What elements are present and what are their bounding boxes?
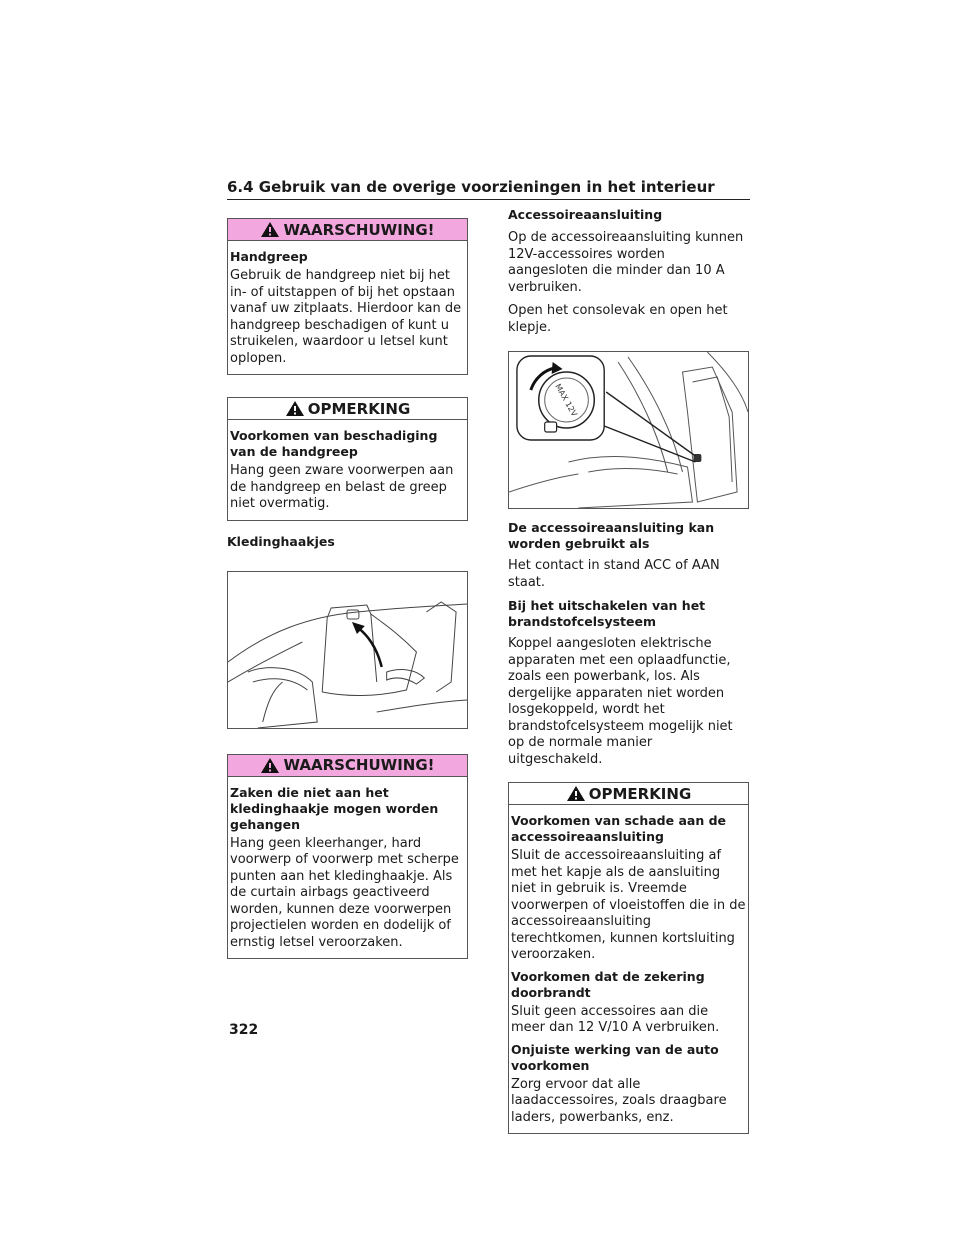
warning-subtitle: Zaken die niet aan het kledinghaakje mogen worden gehangen bbox=[230, 784, 439, 832]
notice-label: OPMERKING bbox=[307, 399, 411, 418]
notice-box-accessory bbox=[508, 782, 749, 1134]
coat-hooks-title: Kledinghaakjes bbox=[227, 533, 335, 549]
accessory-socket-title: Accessoireaansluiting bbox=[508, 207, 663, 222]
cap-label: MAX 12V bbox=[553, 382, 579, 419]
left-column bbox=[227, 218, 468, 959]
accessory-socket-illustration bbox=[508, 351, 749, 509]
shutdown-text: Koppel aangesloten elektrische apparaten met een oplaadfunctie, zoals een powerbank, los. Als dergelijke apparaten niet worden losgekoppeld, wordt het brandstofcelsysteem mogelijk niet op de normale manier uitgeschakeld. bbox=[508, 636, 733, 767]
warning-subtitle: Handgreep bbox=[230, 249, 308, 264]
warning-icon bbox=[260, 757, 280, 774]
warning-text: Gebruik de handgreep niet bij het in- of uitstappen of bij het opstaan vanaf uw zitplaats. Hierdoor kan de handgreep beschadigen of kunt u struikelen, waardoor u letsel kunt oplopen. bbox=[230, 268, 462, 366]
notice-header bbox=[509, 783, 748, 805]
page-number: 322 bbox=[229, 1022, 259, 1038]
caution-icon bbox=[285, 400, 305, 417]
notice-text: Hang geen zware voorwerpen aan de handgreep en belast de greep niet overmatig. bbox=[230, 463, 454, 511]
notice-subtitle: Onjuiste werking van de auto voorkomen bbox=[511, 1041, 719, 1073]
warning-header bbox=[228, 755, 467, 777]
notice-text: Sluit geen accessoires aan die meer dan 12 V/10 A verbruiken. bbox=[511, 1003, 720, 1035]
usable-text: Het contact in stand ACC of AAN staat. bbox=[508, 558, 720, 590]
notice-text: Zorg ervoor dat alle laadaccessoires, zoals draagbare laders, powerbanks, enz. bbox=[511, 1076, 727, 1125]
coat-hook-illustration bbox=[227, 571, 468, 729]
notice-box-handgrip bbox=[227, 397, 468, 521]
accessory-intro: Op de accessoireaansluiting kunnen 12V-accessoires worden aangesloten die minder dan 10 A verbruiken. bbox=[508, 230, 744, 295]
warning-header bbox=[228, 219, 467, 241]
warning-icon bbox=[260, 221, 280, 238]
caution-icon bbox=[566, 785, 586, 802]
warning-box-handgrip bbox=[227, 218, 468, 375]
usable-title: De accessoireaansluiting kan worden gebruikt als bbox=[508, 520, 715, 551]
right-column bbox=[508, 207, 749, 1134]
notice-label: OPMERKING bbox=[588, 784, 692, 803]
notice-text: Sluit de accessoireaansluiting af met het kapje als de aansluiting niet in gebruik is. Vreemde voorwerpen of vloeistoffen die in de accessoireaansluiting terechtkomen, kunnen kortsluiting veroorzaken. bbox=[511, 848, 746, 962]
warning-label: WAARSCHUWING! bbox=[283, 220, 435, 239]
notice-subtitle: Voorkomen dat de zekering doorbrandt bbox=[511, 968, 705, 1000]
shutdown-title: Bij het uitschakelen van het brandstofcelsysteem bbox=[508, 598, 706, 629]
warning-box-coat-hooks bbox=[227, 754, 468, 960]
section-title: 6.4 Gebruik van de overige voorzieningen in het interieur bbox=[227, 178, 750, 200]
warning-label: WAARSCHUWING! bbox=[283, 756, 435, 774]
notice-subtitle: Voorkomen van schade aan de accessoireaansluiting bbox=[511, 813, 726, 844]
notice-subtitle: Voorkomen van beschadiging van de handgreep bbox=[230, 428, 438, 459]
warning-text: Hang geen kleerhanger, hard voorwerp of voorwerp met scherpe punten aan het kledinghaakje. Als de curtain airbags geactiveerd worden, kunnen deze voorwerpen projectielen worden en dodelijk of ernstig letsel veroorzaken. bbox=[230, 835, 459, 950]
accessory-instruction: Open het consolevak en open het klepje. bbox=[508, 303, 728, 335]
notice-header bbox=[228, 398, 467, 420]
